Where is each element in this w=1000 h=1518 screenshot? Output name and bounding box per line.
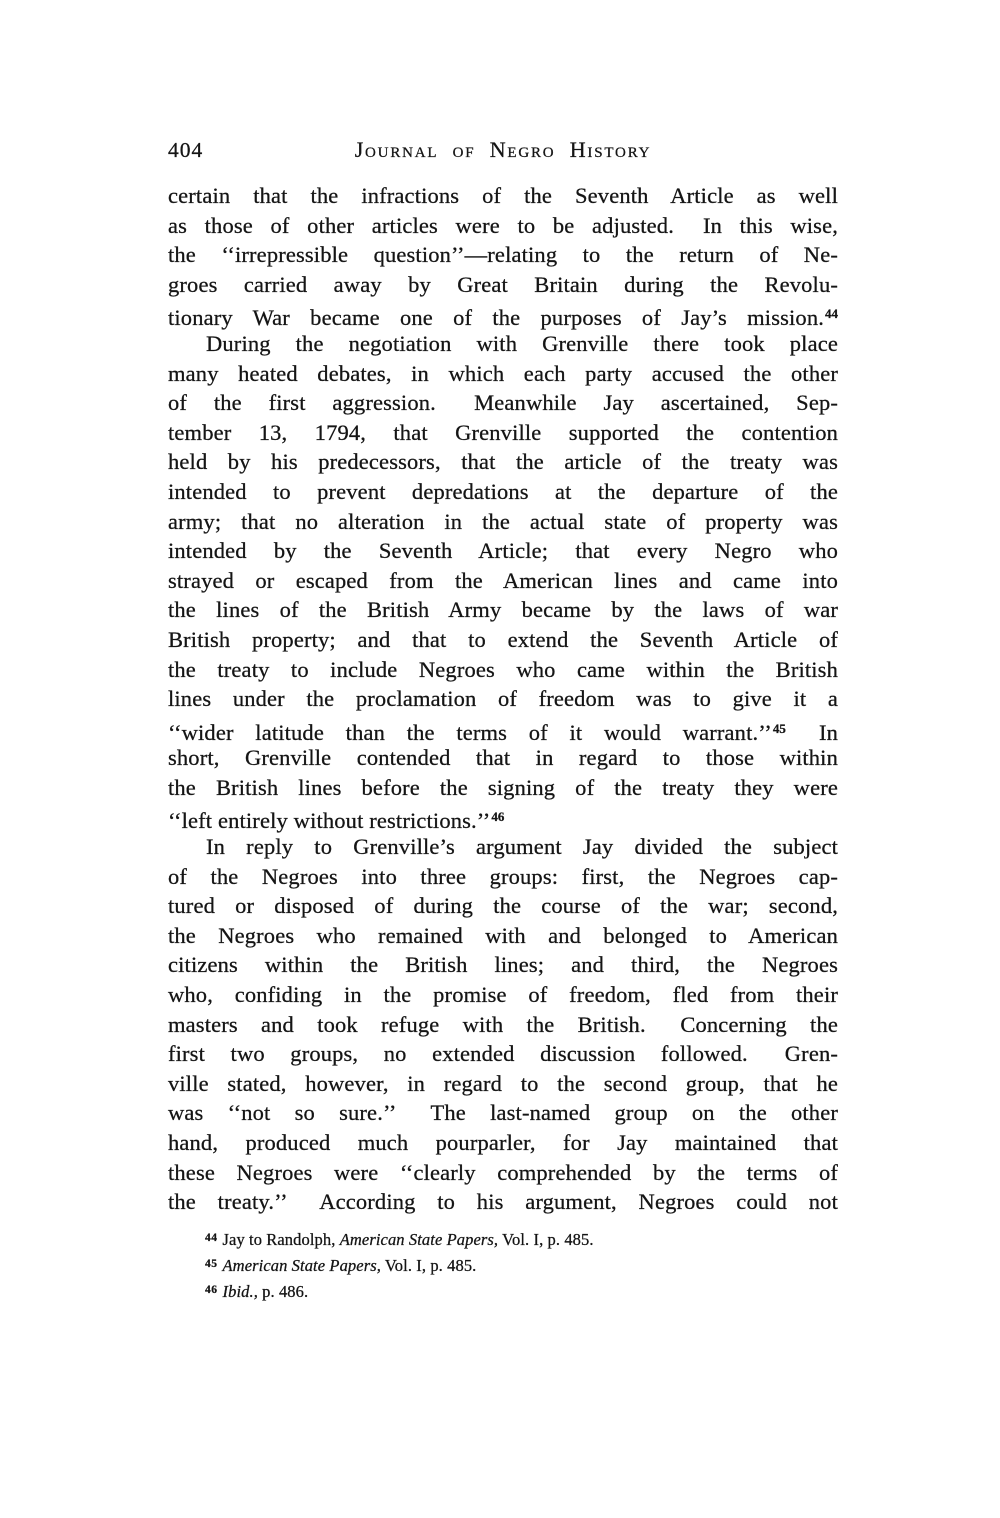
text-segment: was ‘‘not so sure.’’ The last-named group on the other [168, 1100, 838, 1126]
text-line [168, 566, 838, 596]
text-line [168, 1158, 838, 1188]
text-line [168, 862, 838, 892]
text-segment: tionary War became one of the purposes of Jay’s mission. [168, 305, 824, 331]
text-line [168, 1010, 838, 1040]
text-line [168, 211, 838, 241]
text-line [168, 240, 838, 270]
text-segment: During the negotiation with Grenville there took place [206, 330, 838, 356]
text-line [168, 832, 838, 862]
text-segment: ‘‘wider latitude than the terms of it would warrant.’’ [168, 719, 772, 745]
paragraph [168, 329, 838, 832]
text-line [168, 329, 838, 359]
footnote [168, 1277, 838, 1303]
footnote-number: 44 [205, 1232, 218, 1244]
text-line [168, 447, 838, 477]
text-line [168, 802, 838, 832]
text-line [168, 1187, 838, 1217]
text-segment: ville stated, however, in regard to the second group, that he [168, 1070, 838, 1096]
footnote-marker: 44 [825, 306, 838, 322]
text-segment: who, confiding in the promise of freedom, fled from their [168, 982, 838, 1008]
text-segment: the ‘‘irrepressible question’’—relating to the return of Ne- [168, 242, 838, 268]
text-segment: certain that the infractions of the Seventh Article as well [168, 183, 838, 208]
text-segment: army; that no alteration in the actual state of property was [168, 508, 838, 534]
footnote [168, 1251, 838, 1277]
text-segment: the Negroes who remained with and belonged to American [168, 922, 838, 948]
footnote [168, 1225, 838, 1251]
footnote-marker: 45 [772, 720, 786, 736]
text-segment: as those of other articles were to be adjusted. In this wise, [168, 212, 838, 238]
paragraph [168, 832, 838, 1217]
text-segment: these Negroes were ‘‘clearly comprehended by the terms of [168, 1159, 838, 1185]
journal-title: Journal of Negro History [354, 137, 652, 162]
text-line [168, 536, 838, 566]
text-segment: Vol. I, p. 485. [380, 1256, 477, 1275]
text-segment: British property; and that to extend the Seventh Article of [168, 626, 838, 652]
text-line [168, 773, 838, 803]
text-line [168, 299, 838, 329]
text-segment: Vol. I, p. 485. [498, 1230, 594, 1249]
text-line [168, 714, 838, 744]
running-header [168, 137, 838, 163]
footnote-number: 46 [205, 1284, 218, 1296]
footnote-number: 45 [205, 1258, 218, 1270]
text-segment: the British lines before the signing of the treaty they were [168, 774, 838, 800]
text-line [168, 921, 838, 951]
text-segment: American State Papers, [339, 1230, 499, 1249]
text-segment: first two groups, no extended discussion followed. Gren- [168, 1041, 838, 1067]
text-line [168, 595, 838, 625]
text-line [168, 388, 838, 418]
text-line [168, 655, 838, 685]
text-segment: lines under the proclamation of freedom was to give it a [168, 686, 838, 712]
text-segment: hand, produced much pourparler, for Jay maintained that [168, 1130, 838, 1155]
text-segment: masters and took refuge with the British. Concerning the [168, 1011, 838, 1037]
text-segment: held by his predecessors, that the article of the treaty was [168, 449, 838, 475]
text-segment: of the first aggression. Meanwhile Jay ascertained, Sep- [168, 390, 838, 416]
text-line [168, 1128, 838, 1158]
text-line [168, 743, 838, 773]
text-line [168, 1039, 838, 1069]
text-segment: many heated debates, in which each party accused the other [168, 360, 838, 386]
text-line [168, 477, 838, 507]
text-segment: the treaty.’’ According to his argument, Negroes could not [168, 1189, 838, 1215]
text-segment: the treaty to include Negroes who came within the British [168, 656, 838, 682]
text-segment: Jay to Randolph, [222, 1230, 340, 1249]
text-segment: American State Papers, [222, 1256, 381, 1275]
page-body [168, 181, 838, 1217]
text-line [168, 684, 838, 714]
text-line [168, 891, 838, 921]
text-line [168, 1098, 838, 1128]
text-segment: p. 486. [257, 1282, 309, 1301]
text-segment: of the Negroes into three groups: first, the Negroes cap- [168, 863, 838, 889]
text-segment: Ibid., [222, 1282, 258, 1301]
text-segment: ‘‘left entirely without restrictions.’’ [168, 808, 491, 834]
footnotes [168, 1225, 838, 1303]
text-line [168, 625, 838, 655]
text-segment: In reply to Grenville’s argument Jay divided the subject [206, 834, 838, 860]
text-line [168, 359, 838, 389]
text-segment: tured or disposed of during the course of the war; second, [168, 893, 838, 919]
text-segment: the lines of the British Army became by the laws of war [168, 597, 838, 623]
text-segment: In [785, 719, 838, 745]
text-line [168, 980, 838, 1010]
text-segment: short, Grenville contended that in regard to those within [168, 745, 838, 771]
paragraph [168, 181, 838, 329]
text-segment: intended by the Seventh Article; that every Negro who [168, 538, 838, 564]
text-line [168, 181, 838, 211]
page-number: 404 [168, 138, 204, 162]
footnote-marker: 46 [491, 809, 505, 825]
text-segment: strayed or escaped from the American lines and came into [168, 567, 838, 593]
text-segment: tember 13, 1794, that Grenville supported the contention [168, 419, 838, 445]
text-line [168, 418, 838, 448]
text-line [168, 270, 838, 300]
text-line [168, 950, 838, 980]
text-line [168, 507, 838, 537]
text-segment: citizens within the British lines; and third, the Negroes [168, 952, 838, 978]
text-segment: intended to prevent depredations at the departure of the [168, 478, 838, 504]
text-line [168, 1069, 838, 1099]
text-segment: groes carried away by Great Britain during the Revolu- [168, 271, 838, 297]
